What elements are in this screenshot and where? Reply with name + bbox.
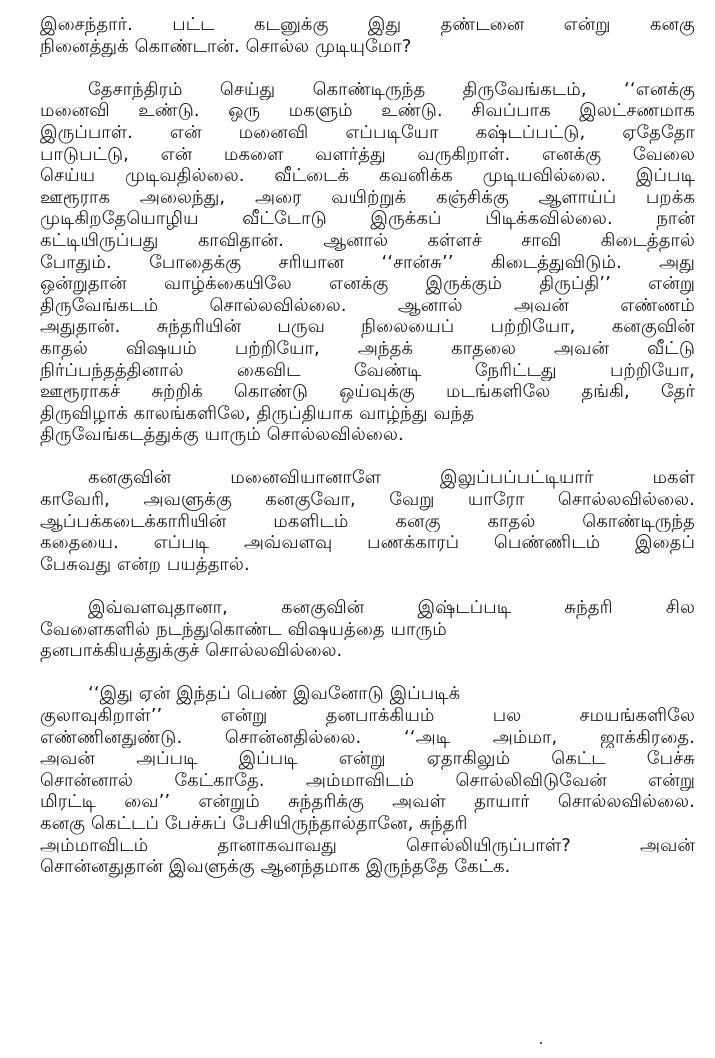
text-line: முடிகிறதேயொழிய வீட்டோடு இருக்கப் பிடிக்கவில்லை. நான் — [40, 208, 695, 230]
text-line: கதையை. எப்படி அவ்வளவு பணக்காரப் பெண்ணிடம் இதைப் — [40, 532, 695, 554]
text-line: ‘‘இது ஏன் இந்தப் பெண் இவனோடு இப்படிக் — [88, 683, 461, 705]
paragraph-2 — [40, 79, 695, 446]
text-line: வேளைகளில் நடந்துகொண்ட விஷயத்தை யாரும் — [40, 618, 447, 640]
text-line: தேசாந்திரம் செய்து கொண்டிருந்த திருவேங்கடம், ‘‘எனக்கு — [88, 78, 695, 100]
text-line: நினைத்துக் கொண்டான். சொல்ல முடியுமோ? — [40, 35, 412, 57]
text-line: சொன்னதுதான் இவளுக்கு ஆனந்தமாக இருந்ததே கேட்க. — [40, 856, 511, 878]
text-line: அவன் அப்படி இப்படி என்று ஏதாகிலும் கெட்ட பேச்சு — [40, 748, 695, 770]
text-line: பேசுவது என்ற பயத்தால். — [40, 553, 250, 575]
text-line: சொன்னால் கேட்காதே. அம்மாவிடம் சொல்லிவிடுவேன் என்று — [40, 769, 695, 791]
paragraph-5 — [40, 683, 695, 877]
text-line: செய்ய முடிவதில்லை. வீட்டைக் கவனிக்க முடியவில்லை. இப்படி — [40, 165, 695, 187]
scan-speck — [540, 1042, 542, 1044]
text-line: ஒன்றுதான் வாழ்க்கையிலே எனக்கு இருக்கும் திருப்தி’’ என்று — [40, 273, 695, 295]
text-line: பாடுபட்டு, என் மகளை வளர்த்து வருகிறாள். எனக்கு வேலை — [40, 143, 695, 165]
text-line: கனகுவின் மனைவியானாளே இலுப்பப்பட்டியார் மகள் — [88, 467, 695, 489]
text-line: இருப்பாள். என் மனைவி எப்படியோ கஷ்டப்பட்டு, ஏதேதோ — [40, 121, 695, 143]
text-line: திருவேங்கடத்துக்கு யாரும் சொல்லவில்லை. — [40, 424, 404, 446]
text-line: நிர்ப்பந்தத்தினால் கைவிட வேண்டி நேரிட்டது பற்றியோ, — [40, 359, 695, 381]
text-line: தனபாக்கியத்துக்குச் சொல்லவில்லை. — [40, 640, 343, 662]
text-line: அம்மாவிடம் தானாகவாவது சொல்லியிருப்பாள்? அவன் — [40, 834, 695, 856]
text-line: திருவிழாக் காலங்களிலே, திருப்தியாக வாழ்ந்து வந்த — [40, 402, 475, 424]
text-line: போதும். போதைக்கு சரியான ‘‘சான்சு’’ கிடைத்துவிடும். அது — [40, 251, 695, 273]
paragraph-4 — [40, 597, 695, 662]
text-line: கட்டியிருப்பது காவிதான். ஆனால் கள்ளச் சாவி கிடைத்தால் — [40, 229, 695, 251]
text-line: காவேரி, அவளுக்கு கனகுவோ, வேறு யாரோ சொல்லவில்லை. — [40, 489, 695, 511]
text-line: ஊரூராகச் சுற்றிக் கொண்டு ஒய்வுக்கு மடங்களிலே தங்கி, தேர் — [40, 381, 695, 403]
text-line: குலாவுகிறாள்’’ என்று தனபாக்கியம் பல சமயங்களிலே — [40, 705, 695, 726]
text-line: ஊரூராக அலைந்து, அரை வயிற்றுக் கஞ்சிக்கு ஆளாய்ப் பறக்க — [40, 186, 695, 208]
text-line: திருவேங்கடம் சொல்லவில்லை. ஆனால் அவன் எண்ணம் — [40, 294, 695, 316]
text-line: மிரட்டி வை’’ என்றும் சுந்தரிக்கு அவள் தாயார் சொல்லவில்லை. — [40, 791, 695, 813]
text-line: மனைவி உண்டு. ஒரு மகளும் உண்டு. சிவப்பாக இலட்சணமாக — [40, 100, 695, 122]
text-line: ஆப்பக்கடைக்காரியின் மகளிடம் கனகு காதல் கொண்டிருந்த — [40, 510, 695, 532]
text-line: இசைந்தார். பட்ட கடனுக்கு இது தண்டனை என்று கனகு — [40, 14, 695, 35]
paragraph-1 — [40, 14, 695, 57]
text-line: காதல் விஷயம் பற்றியோ, அந்தக் காதலை அவன் வீட்டு — [40, 337, 695, 359]
text-line: இவ்வளவுதானா, கனகுவின் இஷ்டப்படி சுந்தரி சில — [88, 597, 695, 619]
text-line: கனகு கெட்டப் பேச்சுப் பேசியிருந்தால்தானே, சுந்தரி — [40, 812, 468, 834]
text-line: அதுதான். சுந்தரியின் பருவ நிலையைப் பற்றியோ, கனகுவின் — [40, 316, 695, 338]
text-line: எண்ணினதுண்டு. சொன்னதில்லை. ‘‘அடி அம்மா, ஜாக்கிரதை. — [40, 726, 695, 748]
paragraph-3 — [40, 467, 695, 575]
